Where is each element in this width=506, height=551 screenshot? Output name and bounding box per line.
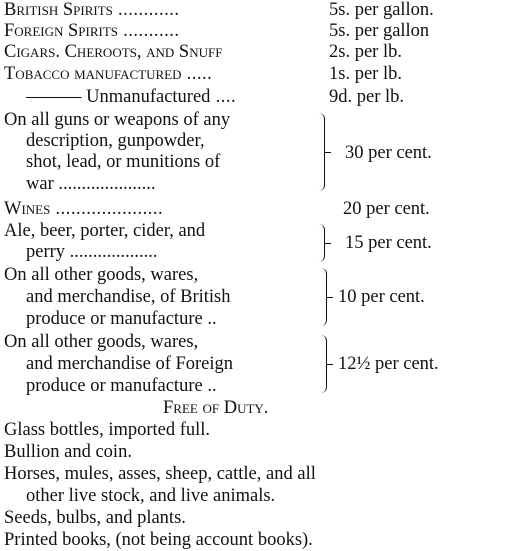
dot-leader: ....: [210, 87, 237, 107]
tariff-rate: 15 per cent.: [345, 233, 432, 253]
dot-leader: ............: [112, 0, 180, 20]
guns-line: On all guns or weapons of any: [4, 110, 231, 130]
tariff-rate: 9d. per lb.: [329, 87, 405, 107]
free-item: Seeds, bulbs, and plants.: [4, 508, 186, 528]
tariff-rate: 30 per cent.: [345, 143, 432, 163]
foreign-goods-line: produce or manufacture ..: [26, 376, 217, 396]
ale-line: perry ...................: [26, 242, 158, 262]
tariff-row-wines: [4, 199, 163, 219]
guns-line: shot, lead, or munitions of: [26, 152, 221, 172]
free-item: Glass bottles, imported full.: [4, 420, 211, 440]
tariff-label: Foreign Spirits: [4, 21, 119, 41]
tariff-rate: 5s. per gallon.: [329, 0, 434, 20]
brace: [318, 268, 327, 326]
tariff-rate: 20 per cent.: [343, 199, 430, 219]
tariff-label: Wines: [4, 199, 51, 219]
foreign-goods-line: On all other goods, wares,: [4, 332, 199, 352]
tariff-label: Cigars. Cheroots, and Snuff: [4, 42, 223, 62]
guns-line: description, gunpowder,: [26, 131, 205, 151]
tariff-label: ——— Unmanufactured: [26, 87, 211, 107]
free-item: other live stock, and live animals.: [26, 486, 276, 506]
foreign-goods-line: and merchandise of Foreign: [26, 354, 234, 374]
guns-line: war .....................: [26, 174, 156, 194]
dot-leader: .....................: [50, 199, 164, 219]
ale-line: Ale, beer, porter, cider, and: [4, 221, 206, 241]
tariff-row-tobacco: [4, 64, 212, 84]
tariff-rate: 12½ per cent.: [338, 354, 439, 374]
tariff-rate: 2s. per lb.: [329, 42, 402, 62]
tariff-row-foreign-spirits: [4, 21, 180, 41]
tariff-label: British Spirits: [4, 0, 113, 20]
brace: [318, 335, 327, 393]
brace: [316, 113, 325, 191]
free-item: Printed books, (not being account books).: [4, 530, 313, 550]
free-item: Horses, mules, asses, sheep, cattle, and all: [4, 464, 316, 484]
tariff-row-british-spirits: [4, 0, 180, 20]
british-goods-line: and merchandise, of British: [26, 287, 231, 307]
dot-leader: ...........: [118, 21, 180, 41]
british-goods-line: produce or manufacture ..: [26, 309, 217, 329]
tariff-rate: 5s. per gallon: [329, 21, 430, 41]
british-goods-line: On all other goods, wares,: [4, 265, 199, 285]
tariff-row-unmanufactured: [26, 87, 236, 107]
tariff-row-cigars: [4, 42, 222, 62]
brace: [316, 224, 325, 262]
tariff-label: Tobacco manufactured: [4, 64, 182, 84]
free-of-duty-heading: Free of Duty.: [163, 398, 269, 418]
dot-leader: .....: [181, 64, 213, 84]
tariff-rate: 10 per cent.: [338, 287, 425, 307]
free-item: Bullion and coin.: [4, 442, 132, 462]
tariff-rate: 1s. per lb.: [329, 64, 402, 84]
